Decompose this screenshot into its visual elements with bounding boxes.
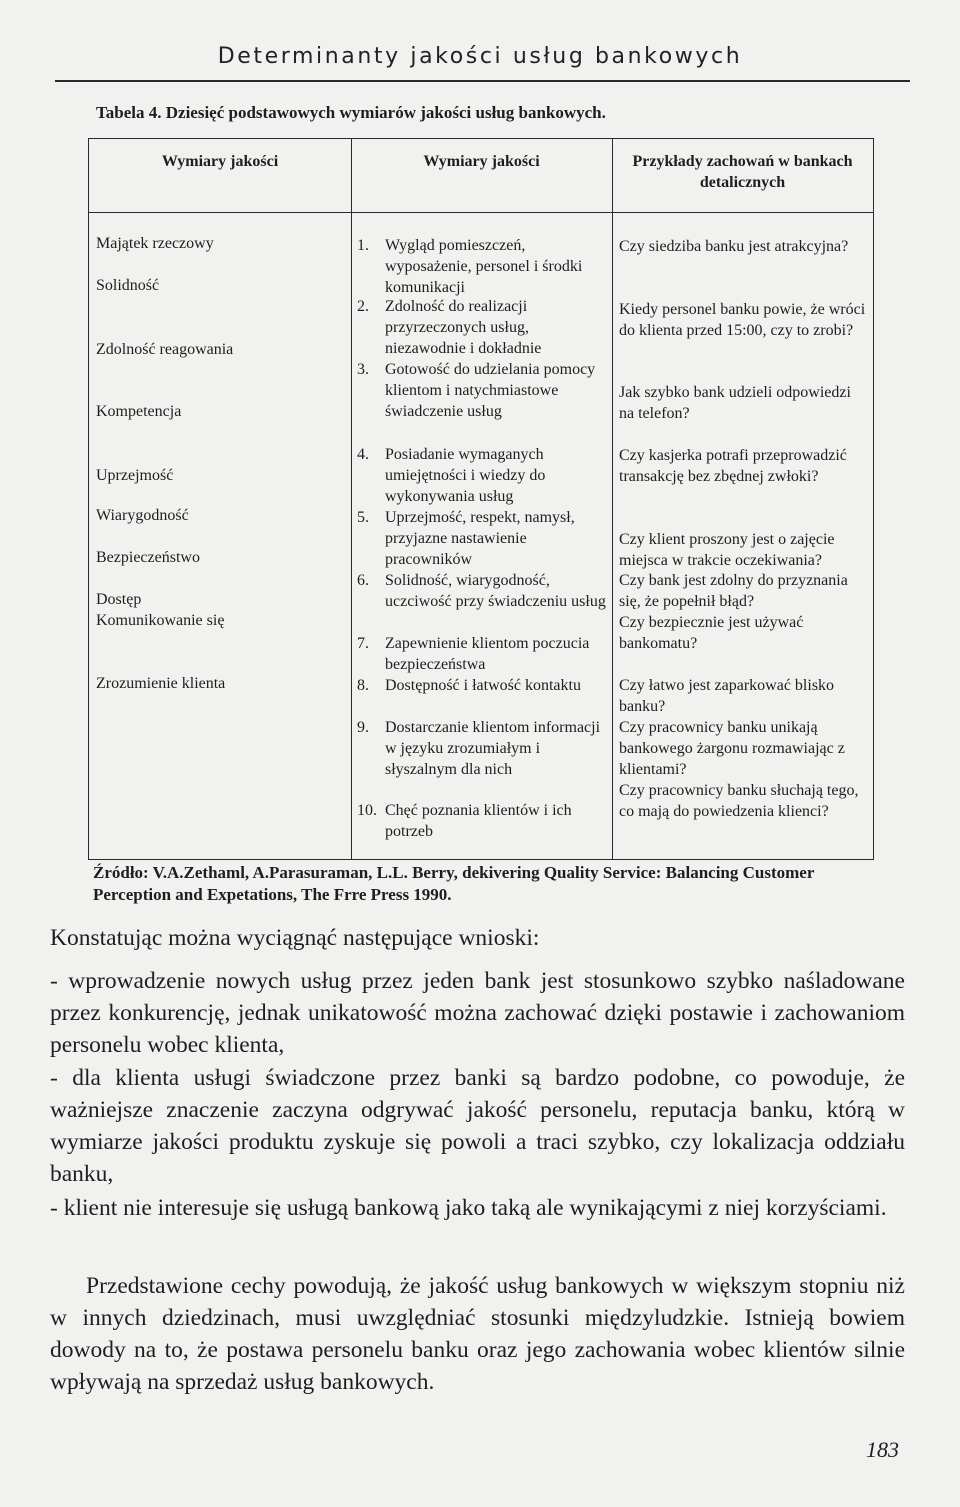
example-question: Czy pracownicy banku unikają bankowego żargonu rozmawiając z klientami? (619, 719, 845, 778)
bullet-point: - dla klienta usługi świadczone przez banki są bardzo podobne, co powoduje, że ważniejsze znaczenie zaczyna odgrywać jakość personelu, reputacja banku, którą w wymiarze jakości produktu zyskuje się powoli a traci szybko, czy lokalizacja oddziału banku, (50, 1065, 905, 1187)
dimension-description: Wygląd pomieszczeń, wyposażenie, personel i środki komunikacji (385, 237, 583, 296)
item-number: 7. (357, 635, 369, 652)
dimension-description: Gotowość do udzielania pomocy klientom i natychmiastowe świadczenie usług (385, 361, 596, 420)
example-question: Czy klient proszony jest o zajęcie miejsca w trakcie oczekiwania? (619, 531, 835, 569)
column-divider (612, 139, 613, 859)
item-number: 5. (357, 509, 369, 526)
example-question: Czy bezpiecznie jest używać bankomatu? (619, 614, 804, 652)
dimension-name: Solidność (96, 277, 160, 294)
header-rule (55, 80, 910, 82)
example-question: Jak szybko bank udzieli odpowiedzi na telefon? (619, 384, 851, 422)
dimension-description: Posiadanie wymaganych umiejętności i wiedzy do wykonywania usług (385, 446, 546, 505)
dimension-name: Dostęp (96, 591, 142, 608)
table-caption: Tabela 4. Dziesięć podstawowych wymiarów jakości usług bankowych. (96, 103, 606, 122)
item-number: 4. (357, 446, 369, 463)
item-number: 8. (357, 677, 369, 694)
example-question: Czy bank jest zdolny do przyznania się, że popełnił błąd? (619, 572, 848, 610)
dimension-name: Uprzejmość (96, 467, 174, 484)
quality-dimensions-table (88, 138, 874, 860)
page-running-title: Determinanty jakości usług bankowych (217, 44, 743, 69)
example-question: Czy kasjerka potrafi przeprowadzić transakcję bez zbędnej zwłoki? (619, 447, 847, 485)
example-question: Kiedy personel banku powie, że wróci do klienta przed 15:00, czy to zrobi? (619, 301, 866, 339)
page-number: 183 (866, 1437, 899, 1462)
item-number: 1. (357, 237, 369, 254)
example-question: Czy pracownicy banku słuchają tego, co mają do powiedzenia klienci? (619, 782, 859, 820)
dimension-description: Dostarczanie klientom informacji w języku zrozumiałym i słyszalnym dla nich (385, 719, 601, 778)
header-divider (89, 212, 873, 213)
item-number: 3. (357, 361, 369, 378)
dimension-name: Komunikowanie się (96, 612, 225, 629)
item-number: 2. (357, 298, 369, 315)
dimension-description: Uprzejmość, respekt, namysł, przyjazne nastawienie pracowników (385, 509, 575, 568)
example-question: Czy siedziba banku jest atrakcyjna? (619, 238, 849, 255)
dimension-name: Zdolność reagowania (96, 341, 234, 358)
item-number: 10. (357, 802, 377, 819)
bullet-point: - klient nie interesuje się usługą bankową jako taką ale wynikającymi z niej korzyściami. (50, 1195, 887, 1221)
table-source-note: Źródło: V.A.Zethaml, A.Parasuraman, L.L. Berry, dekivering Quality Service: Balancing Customer Perception and Expetations, The Frre Press 1990. (93, 863, 815, 904)
item-number: 6. (357, 572, 369, 589)
column-header: Przykłady zachowań w bankach detalicznych (632, 153, 853, 191)
dimension-description: Dostępność i łatwość kontaktu (385, 677, 581, 694)
bullet-point: - wprowadzenie nowych usług przez jeden bank jest stosunkowo szybko naśladowane przez konkurencję, jednak unikatowość można zachować dzięki postawie i zachowaniom personelu wobec klienta, (50, 968, 905, 1058)
dimension-name: Zrozumienie klienta (96, 675, 226, 692)
example-question: Czy łatwo jest zaparkować blisko banku? (619, 677, 835, 715)
column-header: Wymiary jakości (423, 153, 540, 170)
dimension-name: Bezpieczeństwo (96, 549, 200, 566)
item-number: 9. (357, 719, 369, 736)
dimension-description: Zdolność do realizacji przyrzeczonych usług, niezawodnie i dokładnie (385, 298, 542, 357)
dimension-name: Majątek rzeczowy (96, 235, 214, 252)
closing-paragraph: Przedstawione cechy powodują, że jakość usług bankowych w większym stopniu niż w innych dziedzinach, musi uwzględniać stosunki międzyludzkie. Istnieją bowiem dowody na to, że postawa personelu banku oraz jego zachowania wobec klientów silnie wpływają na sprzedaż usług bankowych. (50, 1273, 905, 1395)
dimension-description: Chęć poznania klientów i ich potrzeb (385, 802, 572, 840)
dimension-name: Kompetencja (96, 403, 182, 420)
intro-sentence: Konstatując można wyciągnąć następujące wnioski: (50, 925, 540, 951)
dimension-description: Solidność, wiarygodność, uczciwość przy świadczeniu usług (385, 572, 606, 610)
column-header: Wymiary jakości (161, 153, 279, 170)
dimension-name: Wiarygodność (96, 507, 189, 524)
dimension-description: Zapewnienie klientom poczucia bezpieczeństwa (385, 635, 590, 673)
